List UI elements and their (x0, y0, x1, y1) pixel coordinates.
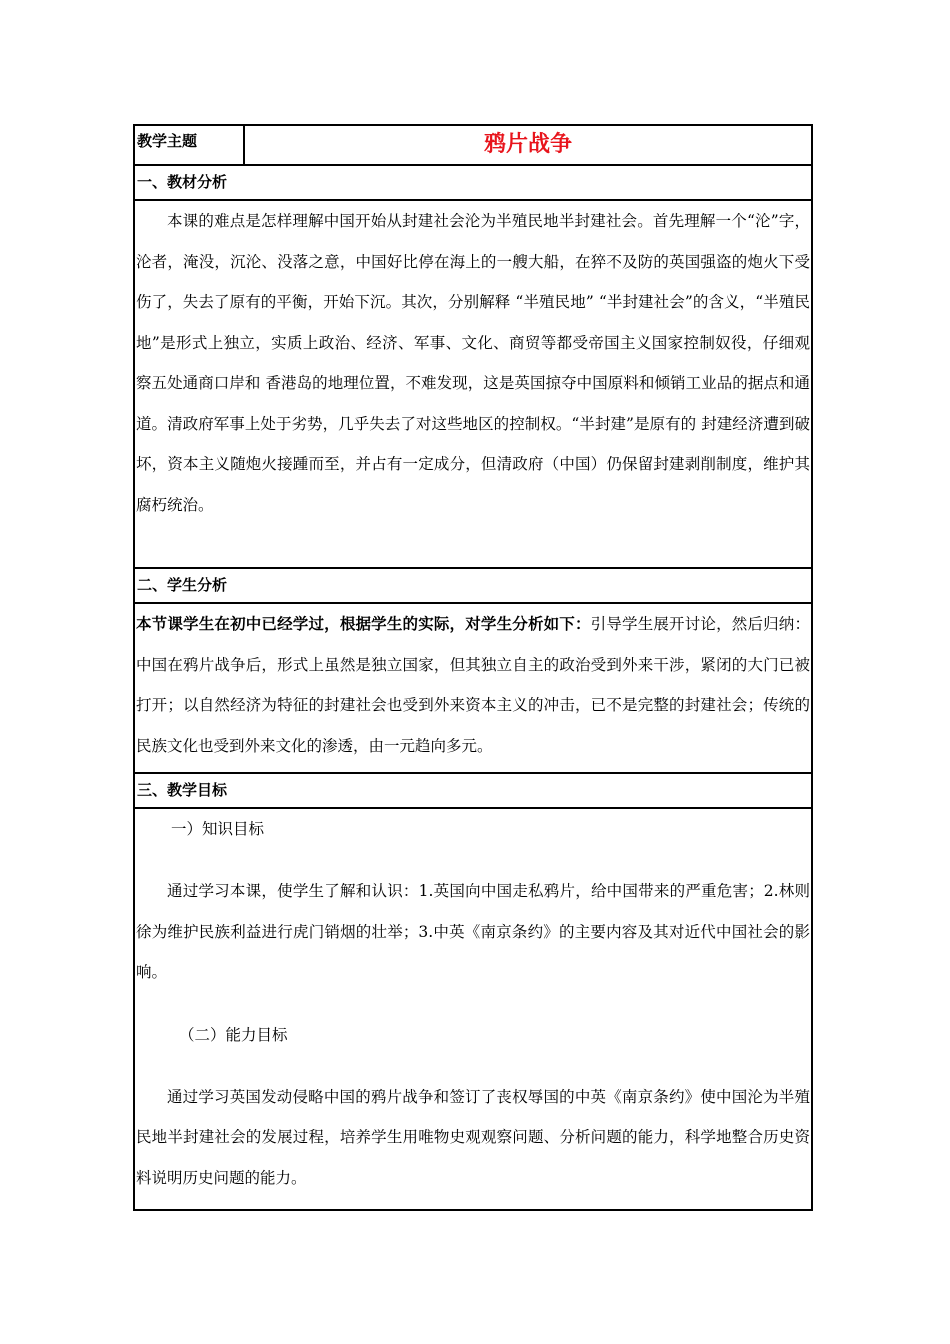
topic-label: 教学主题 (134, 125, 244, 165)
ability-goals-text: 通过学习英国发动侵略中国的鸦片战争和签订了丧权辱国的中英《南京条约》使中国沦为半殖民地半封建社会的发展过程，培养学生用唯物史观观察问题、分析问题的能力，科学地整合历史资料说明历史问题的能力。 (136, 1087, 810, 1187)
topic-title: 鸦片战争 (244, 125, 812, 165)
textbook-analysis-cell (134, 200, 812, 568)
student-analysis-heading: 二、学生分析 (134, 568, 812, 603)
student-analysis-text: 引导学生展开讨论，然后归纳：中国在鸦片战争后，形式上虽然是独立国家，但其独立自主的政治受到外来干涉，紧闭的大门已被打开；以自然经济为特征的封建社会也受到外来资本主义的冲击，已不是完整的封建社会；传统的民族文化也受到外来文化的渗透，由一元趋向多元。 (136, 615, 810, 755)
lesson-plan-document (133, 124, 813, 1211)
lesson-plan-table (133, 124, 813, 1211)
ability-goals-label: （二）能力目标 (179, 1025, 288, 1044)
teaching-goals-heading: 三、教学目标 (134, 773, 812, 808)
textbook-analysis-text: 本课的难点是怎样理解中国开始从封建社会沦为半殖民地半封建社会。首先理解一个“沦”字，沦者，淹没，沉沦、没落之意，中国好比停在海上的一艘大船，在猝不及防的英国强盗的炮火下受伤了，失去了原有的平衡，开始下沉。其次，分别解释 “半殖民地” “半封建社会”的含义，“半殖民地”是形式上独立，实质上政治、经济、军事、文化、商贸等都受帝国主义国家控制奴役，仔细观察五处通商口岸和 香港岛的地理位置，不难发现，这是英国掠夺中国原料和倾销工业品的据点和通道。清政府军事上处于劣势，几乎失去了对这些地区的控制权。“半封建”是原有的 封建经济遭到破坏，资本主义随炮火接踵而至，并占有一定成分，但清政府（中国）仍保留封建剥削制度，维护其腐朽统治。 (136, 212, 810, 514)
student-analysis-cell (134, 603, 812, 773)
student-analysis-lead: 本节课学生在初中已经学过，根据学生的实际，对学生分析如下： (136, 614, 591, 633)
teaching-goals-cell (134, 808, 812, 1210)
knowledge-goals-text: 通过学习本课，使学生了解和认识：1.英国向中国走私鸦片，给中国带来的严重危害；2.林则徐为维护民族利益进行虎门销烟的壮举；3.中英《南京条约》的主要内容及其对近代中国社会的影响。 (136, 882, 810, 981)
textbook-analysis-heading: 一、教材分析 (134, 165, 812, 200)
student-analysis-paragraph (135, 604, 811, 766)
knowledge-goals-label: 一）知识目标 (171, 820, 265, 838)
